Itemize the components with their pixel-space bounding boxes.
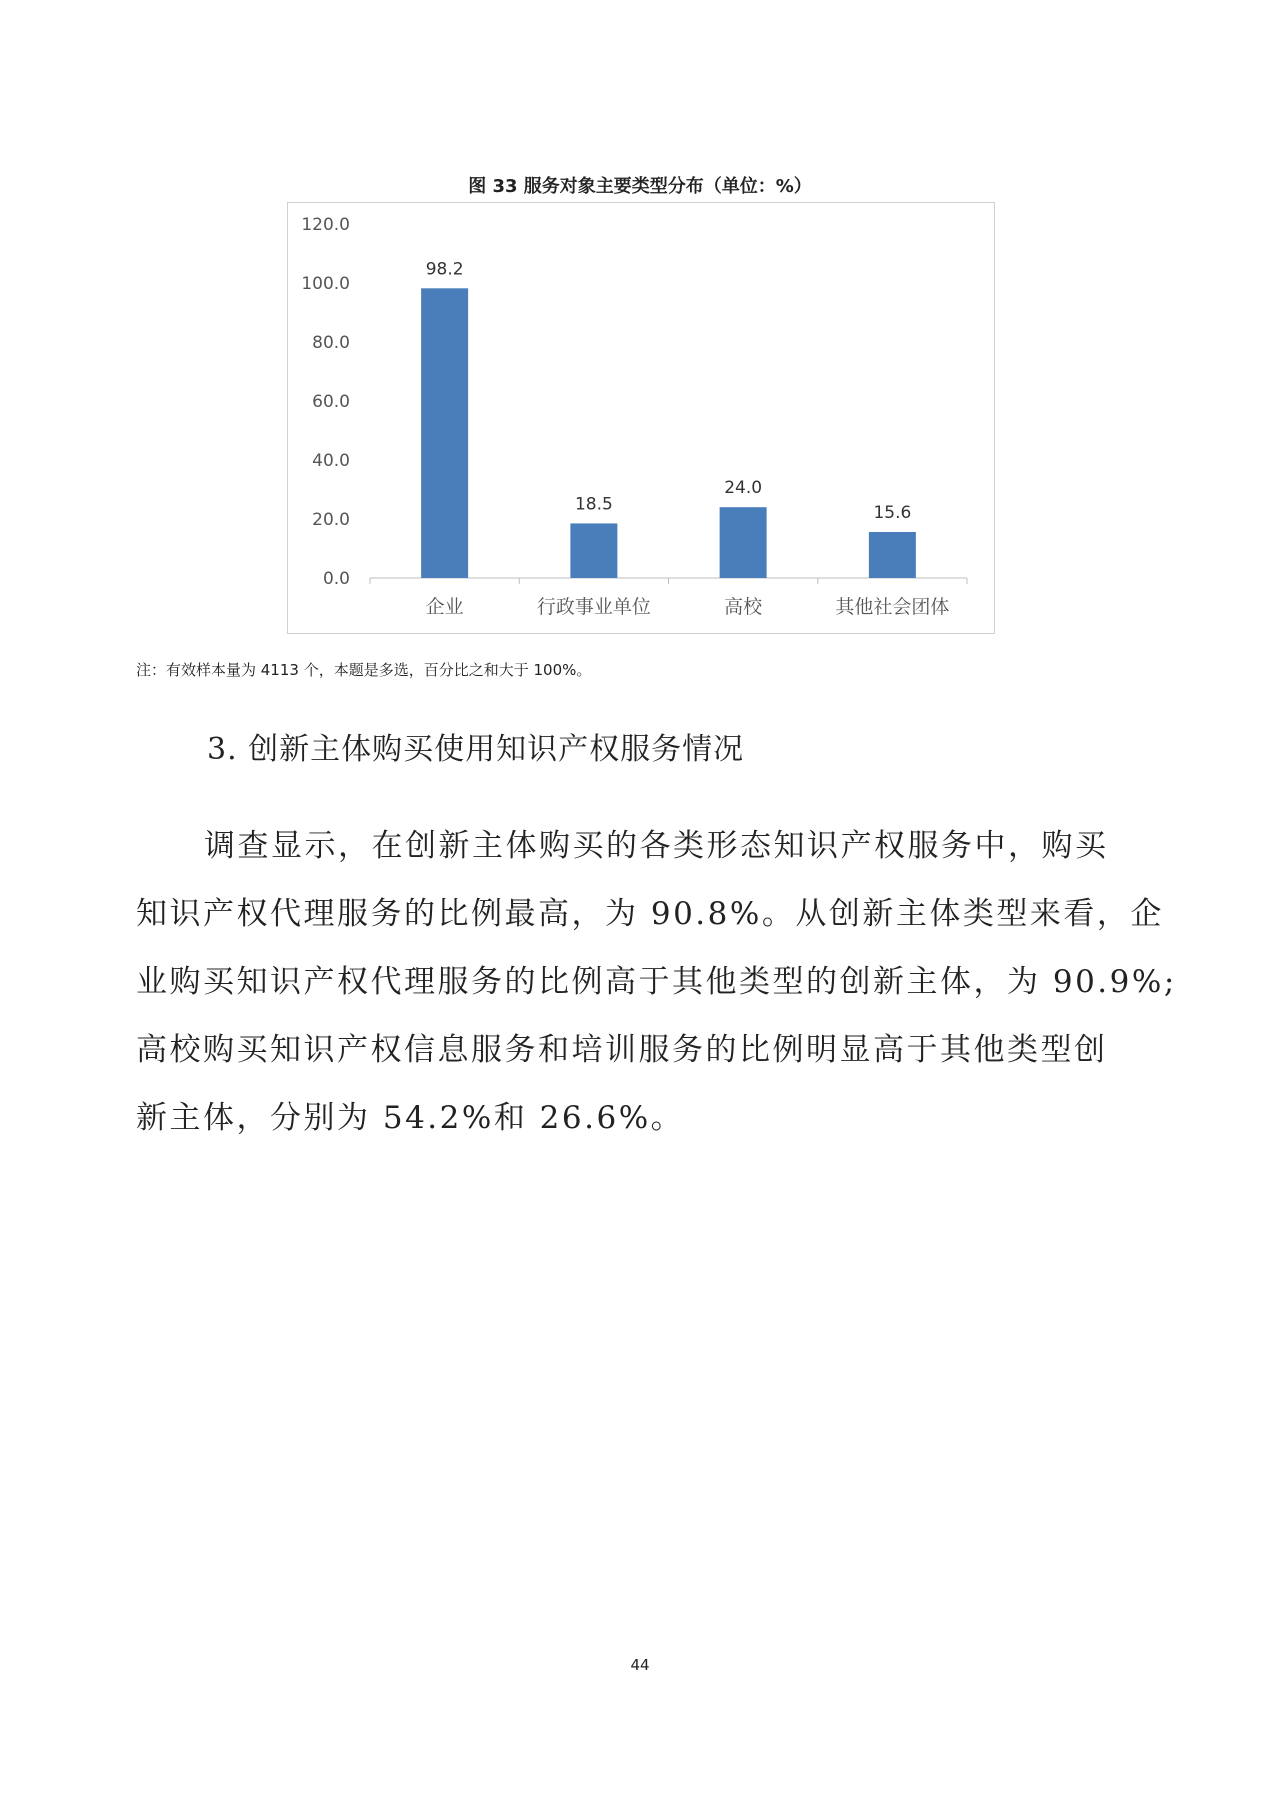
paragraph-line: 业购买知识产权代理服务的比例高于其他类型的创新主体，为 90.9%; — [136, 964, 1177, 1000]
paragraph-line: 调查显示，在创新主体购买的各类形态知识产权服务中，购买 — [204, 828, 1109, 864]
data-label: 15.6 — [873, 502, 912, 523]
x-tick-label: 高校 — [724, 596, 763, 618]
body-paragraph — [136, 812, 1177, 1152]
y-tick-label: 60.0 — [312, 392, 350, 412]
bar — [421, 288, 468, 578]
x-tick-label: 其他社会团体 — [835, 596, 950, 618]
y-tick-label: 40.0 — [312, 451, 350, 471]
paragraph-line: 新主体，分别为 54.2%和 26.6%。 — [136, 1100, 685, 1136]
data-label: 18.5 — [574, 494, 613, 515]
y-tick-label: 20.0 — [312, 510, 350, 530]
x-tick-label: 企业 — [425, 596, 464, 618]
chart-note: 注：有效样本量为 4113 个，本题是多选，百分比之和大于 100%。 — [136, 661, 592, 679]
y-tick-label: 120.0 — [301, 215, 350, 235]
data-label: 24.0 — [724, 478, 763, 499]
bar-chart — [287, 202, 995, 634]
y-tick-label: 0.0 — [322, 569, 350, 589]
section-heading: 3. 创新主体购买使用知识产权服务情况 — [207, 732, 745, 767]
bar — [720, 507, 767, 578]
paragraph-line: 高校购买知识产权信息服务和培训服务的比例明显高于其他类型创 — [136, 1032, 1108, 1068]
data-label: 98.2 — [425, 259, 464, 280]
page-number: 44 — [630, 1656, 650, 1674]
bar — [869, 532, 916, 578]
y-tick-label: 100.0 — [301, 274, 350, 294]
paragraph-line: 知识产权代理服务的比例最高，为 90.8%。从创新主体类型来看，企 — [136, 896, 1164, 932]
x-tick-label: 行政事业单位 — [536, 596, 651, 618]
chart-title: 图 33 服务对象主要类型分布（单位：%） — [468, 176, 812, 197]
y-tick-label: 80.0 — [312, 333, 350, 353]
bar — [570, 523, 617, 578]
